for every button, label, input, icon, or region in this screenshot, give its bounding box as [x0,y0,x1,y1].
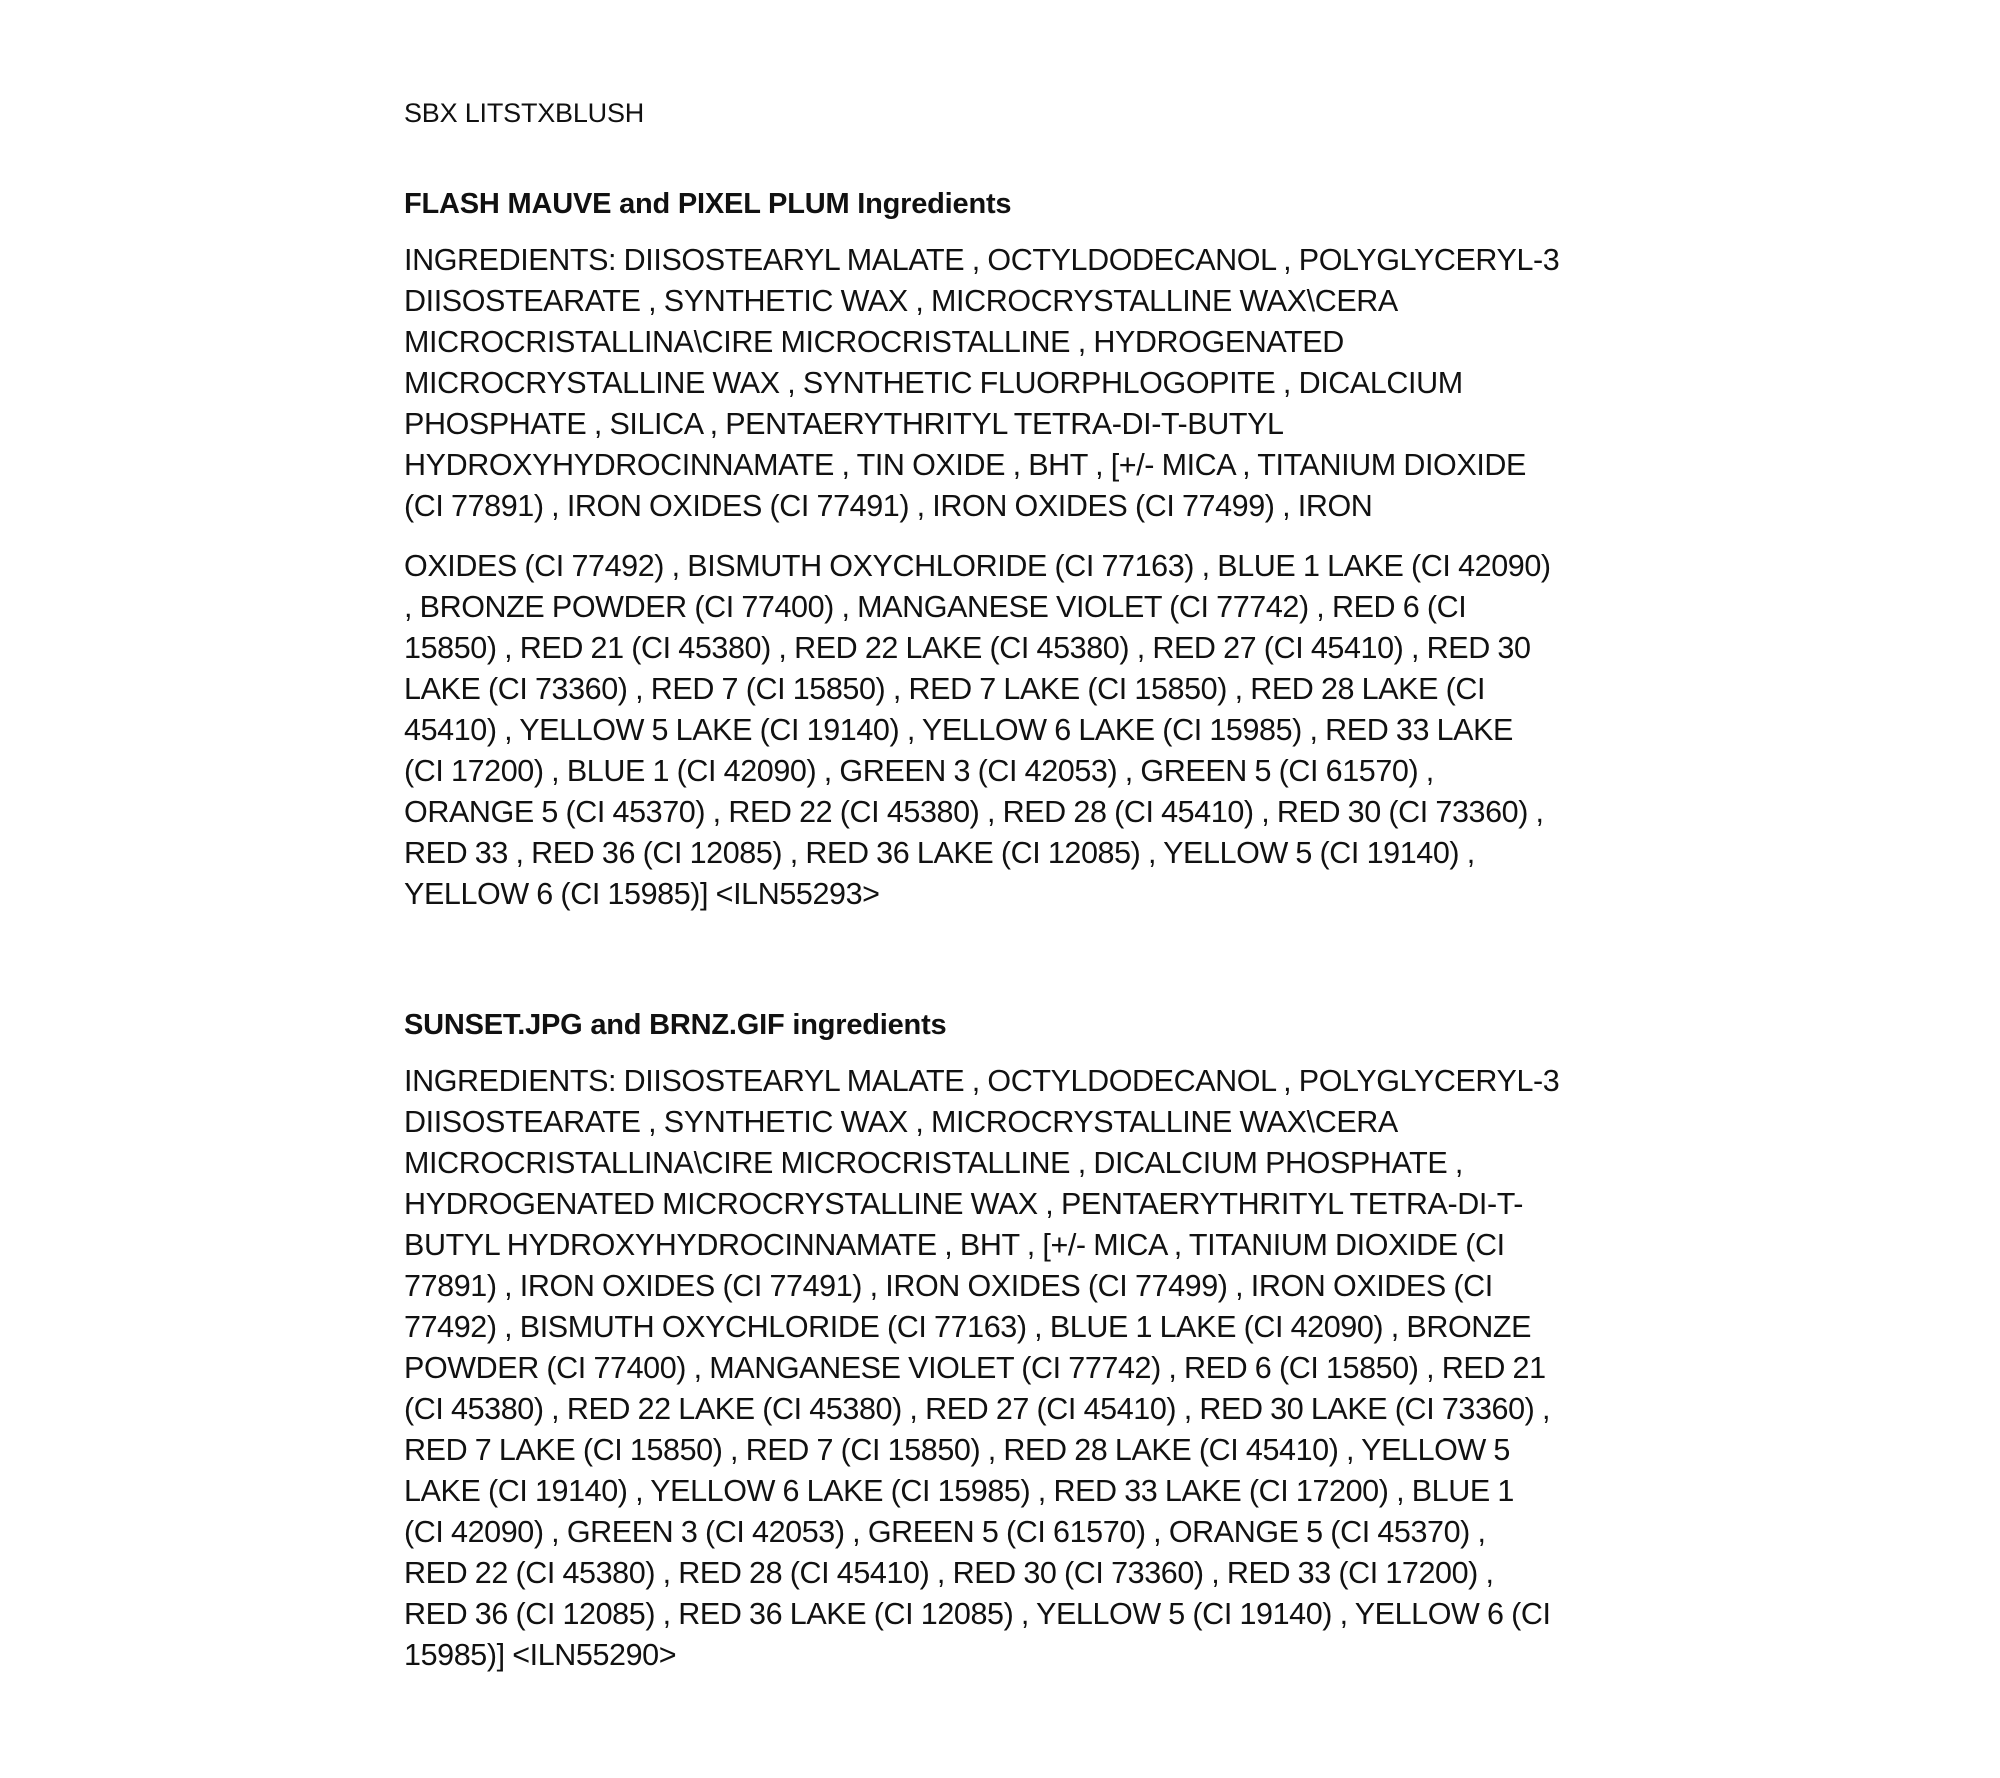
text-line: MICROCRYSTALLINE WAX , SYNTHETIC FLUORPHLOGOPITE , DICALCIUM [404,366,1463,400]
text-line: HYDROGENATED MICROCRYSTALLINE WAX , PENTAERYTHRITYL TETRA-DI-T- [404,1187,1524,1221]
section-title: SUNSET.JPG and BRNZ.GIF ingredients [404,1009,947,1041]
text-line: POWDER (CI 77400) , MANGANESE VIOLET (CI 77742) , RED 6 (CI 15850) , RED 21 [404,1351,1546,1385]
text-line: MICROCRISTALLINA\CIRE MICROCRISTALLINE , HYDROGENATED [404,325,1344,359]
text-line: OXIDES (CI 77492) , BISMUTH OXYCHLORIDE (CI 77163) , BLUE 1 LAKE (CI 42090) [404,549,1551,583]
document-id: SBX LITSTXBLUSH [404,98,645,128]
text-line: HYDROXYHYDROCINNAMATE , TIN OXIDE , BHT , [+/- MICA , TITANIUM DIOXIDE [404,448,1526,482]
text-line: 45410) , YELLOW 5 LAKE (CI 19140) , YELLOW 6 LAKE (CI 15985) , RED 33 LAKE [404,713,1513,747]
text-line: BUTYL HYDROXYHYDROCINNAMATE , BHT , [+/- MICA , TITANIUM DIOXIDE (CI [404,1228,1505,1262]
text-line: LAKE (CI 73360) , RED 7 (CI 15850) , RED 7 LAKE (CI 15850) , RED 28 LAKE (CI [404,672,1486,706]
text-line: INGREDIENTS: DIISOSTEARYL MALATE , OCTYLDODECANOL , POLYGLYCERYL-3 [404,1064,1560,1098]
text-line: RED 22 (CI 45380) , RED 28 (CI 45410) , RED 30 (CI 73360) , RED 33 (CI 17200) , [404,1556,1494,1590]
text-line: LAKE (CI 19140) , YELLOW 6 LAKE (CI 15985) , RED 33 LAKE (CI 17200) , BLUE 1 [404,1474,1514,1508]
text-line: ORANGE 5 (CI 45370) , RED 22 (CI 45380) , RED 28 (CI 45410) , RED 30 (CI 73360) , [404,795,1544,829]
ingredients-paragraph [404,240,1640,527]
text-line: (CI 17200) , BLUE 1 (CI 42090) , GREEN 3 (CI 42053) , GREEN 5 (CI 61570) , [404,754,1434,788]
text-line: RED 33 , RED 36 (CI 12085) , RED 36 LAKE (CI 12085) , YELLOW 5 (CI 19140) , [404,836,1475,870]
text-line: 77891) , IRON OXIDES (CI 77491) , IRON OXIDES (CI 77499) , IRON OXIDES (CI [404,1269,1493,1303]
text-line: MICROCRISTALLINA\CIRE MICROCRISTALLINE , DICALCIUM PHOSPHATE , [404,1146,1463,1180]
text-line: RED 36 (CI 12085) , RED 36 LAKE (CI 12085) , YELLOW 5 (CI 19140) , YELLOW 6 (CI [404,1597,1551,1631]
text-line: YELLOW 6 (CI 15985)] <ILN55293> [404,877,880,911]
text-line: DIISOSTEARATE , SYNTHETIC WAX , MICROCRYSTALLINE WAX\CERA [404,284,1398,318]
text-line: 15985)] <ILN55290> [404,1638,677,1672]
section-title: FLASH MAUVE and PIXEL PLUM Ingredients [404,188,1012,220]
section-flash-mauve-pixel-plum [404,186,1640,915]
text-line: 77492) , BISMUTH OXYCHLORIDE (CI 77163) , BLUE 1 LAKE (CI 42090) , BRONZE [404,1310,1532,1344]
text-line: , BRONZE POWDER (CI 77400) , MANGANESE VIOLET (CI 77742) , RED 6 (CI [404,590,1467,624]
ingredients-paragraph [404,546,1640,915]
section-sunset-brnz [404,1007,1640,1676]
text-line: (CI 42090) , GREEN 3 (CI 42053) , GREEN 5 (CI 61570) , ORANGE 5 (CI 45370) , [404,1515,1486,1549]
text-line: 15850) , RED 21 (CI 45380) , RED 22 LAKE (CI 45380) , RED 27 (CI 45410) , RED 30 [404,631,1531,665]
text-line: RED 7 LAKE (CI 15850) , RED 7 (CI 15850) , RED 28 LAKE (CI 45410) , YELLOW 5 [404,1433,1510,1467]
text-line: PHOSPHATE , SILICA , PENTAERYTHRITYL TETRA-DI-T-BUTYL [404,407,1284,441]
ingredients-paragraph [404,1061,1640,1676]
text-line: (CI 45380) , RED 22 LAKE (CI 45380) , RED 27 (CI 45410) , RED 30 LAKE (CI 73360) , [404,1392,1551,1426]
text-line: DIISOSTEARATE , SYNTHETIC WAX , MICROCRYSTALLINE WAX\CERA [404,1105,1398,1139]
document-page [404,96,1640,1676]
text-line: (CI 77891) , IRON OXIDES (CI 77491) , IRON OXIDES (CI 77499) , IRON [404,489,1373,523]
text-line: INGREDIENTS: DIISOSTEARYL MALATE , OCTYLDODECANOL , POLYGLYCERYL-3 [404,243,1560,277]
